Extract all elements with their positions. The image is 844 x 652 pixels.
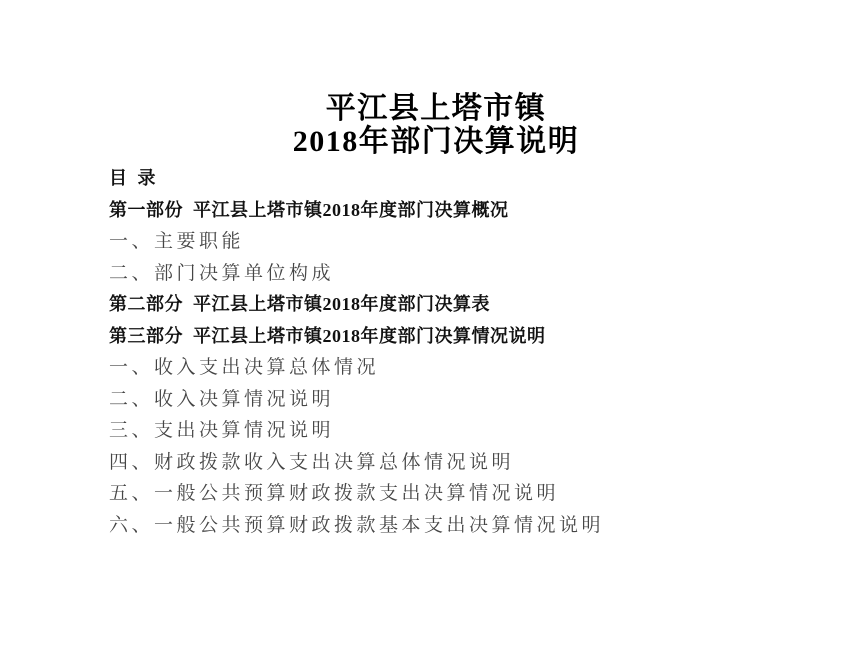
toc-entry-part3-item-3: 三、支出决算情况说明 — [109, 420, 335, 441]
toc-entry-part-2: 第二部分 平江县上塔市镇2018年度部门决算表 — [109, 294, 490, 314]
toc-entry-part3-item-6: 六、一般公共预算财政拨款基本支出决算情况说明 — [109, 514, 605, 536]
toc-entry-part3-item-5: 五、一般公共预算财政拨款支出决算情况说明 — [109, 483, 560, 504]
table-of-contents — [109, 163, 769, 541]
toc-entry-part3-item-2: 二、收入决算情况说明 — [109, 388, 335, 410]
toc-entry-part-1: 第一部份 平江县上塔市镇2018年度部门决算概况 — [109, 199, 509, 220]
toc-entry-part1-item-2: 二、部门决算单位构成 — [109, 262, 335, 284]
document-title — [113, 93, 759, 158]
toc-entry-part3-item-4: 四、财政拨款收入支出决算总体情况说明 — [109, 451, 515, 473]
title-line-2: 2018年部门决算说明 — [292, 124, 580, 158]
title-line-1: 平江县上塔市镇 — [325, 92, 547, 125]
toc-entry-part3-item-1: 一、收入支出决算总体情况 — [109, 357, 380, 378]
toc-entry-part1-item-1: 一、主要职能 — [109, 231, 245, 252]
toc-heading: 目 录 — [109, 168, 156, 188]
toc-entry-part-3: 第三部分 平江县上塔市镇2018年度部门决算情况说明 — [109, 325, 546, 346]
